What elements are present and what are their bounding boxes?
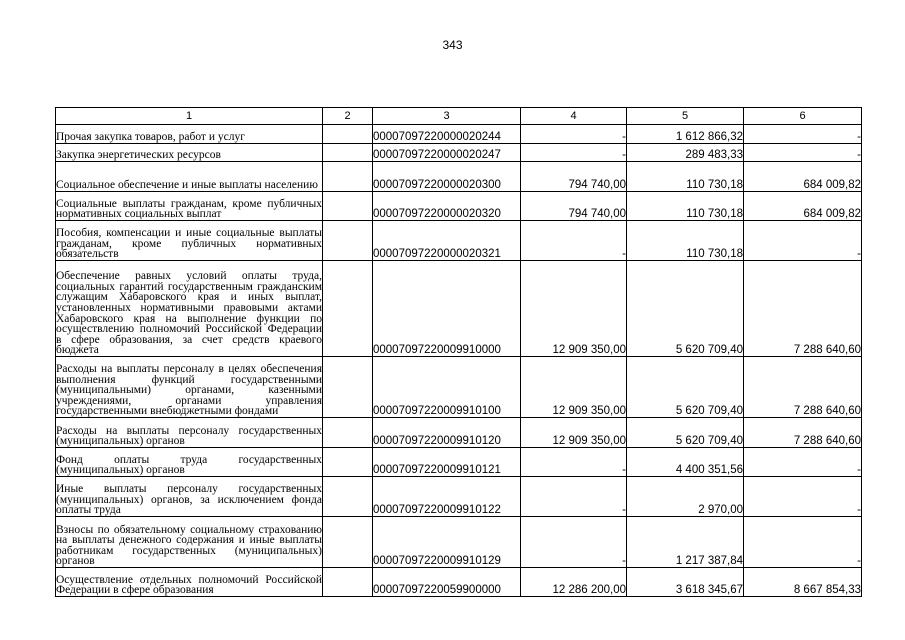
row-col2 <box>323 162 373 192</box>
row-code: 00007097220000020300 <box>373 162 521 192</box>
row-value-6: - <box>744 517 862 568</box>
row-name: Взносы по обязательному социальному страхованию на выплаты денежного содержания и иные выплаты работникам государственных (муниципальных) органов <box>56 517 323 568</box>
row-col2 <box>323 125 373 144</box>
row-code: 00007097220009910000 <box>373 261 521 357</box>
table-row <box>56 448 862 477</box>
row-value-5: 110 730,18 <box>627 192 744 221</box>
table-row <box>56 357 862 418</box>
row-value-6: 7 288 640,60 <box>744 418 862 448</box>
table-row <box>56 144 862 162</box>
row-code: 00007097220009910120 <box>373 418 521 448</box>
header-col-4: 4 <box>521 108 627 125</box>
row-name: Иные выплаты персоналу государственных (муниципальных) органов, за исключением фонда оплаты труда <box>56 477 323 517</box>
row-name: Прочая закупка товаров, работ и услуг <box>56 125 323 144</box>
table-row <box>56 517 862 568</box>
row-col2 <box>323 192 373 221</box>
row-value-6: 8 667 854,33 <box>744 568 862 597</box>
row-value-6: 684 009,82 <box>744 192 862 221</box>
row-value-5: 1 612 866,32 <box>627 125 744 144</box>
row-col2 <box>323 477 373 517</box>
row-col2 <box>323 357 373 418</box>
header-col-3: 3 <box>373 108 521 125</box>
row-value-5: 289 483,33 <box>627 144 744 162</box>
row-name: Пособия, компенсации и иные социальные выплаты гражданам, кроме публичных нормативных обязательств <box>56 221 323 261</box>
row-value-6: 7 288 640,60 <box>744 261 862 357</box>
row-name: Социальное обеспечение и иные выплаты населению <box>56 162 323 192</box>
header-row <box>56 108 862 125</box>
row-value-4: - <box>521 221 627 261</box>
header-col-1: 1 <box>56 108 323 125</box>
table-row <box>56 192 862 221</box>
row-value-5: 1 217 387,84 <box>627 517 744 568</box>
row-code: 00007097220009910100 <box>373 357 521 418</box>
row-value-6: - <box>744 144 862 162</box>
row-value-4: 12 909 350,00 <box>521 357 627 418</box>
row-value-6: - <box>744 448 862 477</box>
row-code: 00007097220059900000 <box>373 568 521 597</box>
row-name: Социальные выплаты гражданам, кроме публичных нормативных социальных выплат <box>56 192 323 221</box>
row-code: 00007097220000020247 <box>373 144 521 162</box>
row-value-5: 5 620 709,40 <box>627 261 744 357</box>
table-row <box>56 568 862 597</box>
row-name: Осуществление отдельных полномочий Российской Федерации в сфере образования <box>56 568 323 597</box>
row-value-5: 3 618 345,67 <box>627 568 744 597</box>
row-code: 00007097220009910122 <box>373 477 521 517</box>
header-col-5: 5 <box>627 108 744 125</box>
row-name: Обеспечение равных условий оплаты труда, социальных гарантий государственным гражданским служащим Хабаровского края и иных выплат, установленных нормативными правовыми актами Хабаровского края на выполнение функции по осуществлению полномочий Российской Федерации в сфере образования, за счет средств краевого бюджета <box>56 261 323 357</box>
row-name: Расходы на выплаты персоналу в целях обеспечения выполнения функций государственными (муниципальными) органами, казенными учреждениями, органами управления государственными внебюджетными фондами <box>56 357 323 418</box>
row-value-5: 2 970,00 <box>627 477 744 517</box>
row-value-4: - <box>521 517 627 568</box>
row-col2 <box>323 568 373 597</box>
row-value-4: - <box>521 477 627 517</box>
row-code: 00007097220000020244 <box>373 125 521 144</box>
row-value-4: - <box>521 144 627 162</box>
row-value-5: 5 620 709,40 <box>627 418 744 448</box>
row-code: 00007097220009910129 <box>373 517 521 568</box>
row-code: 00007097220009910121 <box>373 448 521 477</box>
budget-table <box>55 107 862 597</box>
row-col2 <box>323 448 373 477</box>
row-value-5: 110 730,18 <box>627 162 744 192</box>
table-row <box>56 162 862 192</box>
row-col2 <box>323 517 373 568</box>
row-value-4: 12 286 200,00 <box>521 568 627 597</box>
row-value-4: - <box>521 125 627 144</box>
row-name: Расходы на выплаты персоналу государственных (муниципальных) органов <box>56 418 323 448</box>
row-col2 <box>323 144 373 162</box>
row-code: 00007097220000020320 <box>373 192 521 221</box>
row-value-6: - <box>744 477 862 517</box>
header-col-2: 2 <box>323 108 373 125</box>
row-value-5: 4 400 351,56 <box>627 448 744 477</box>
row-name: Фонд оплаты труда государственных (муниципальных) органов <box>56 448 323 477</box>
table-row <box>56 221 862 261</box>
row-value-6: 684 009,82 <box>744 162 862 192</box>
table-row <box>56 261 862 357</box>
row-value-6: - <box>744 125 862 144</box>
row-value-4: 12 909 350,00 <box>521 261 627 357</box>
row-col2 <box>323 261 373 357</box>
header-col-6: 6 <box>744 108 862 125</box>
row-value-4: 12 909 350,00 <box>521 418 627 448</box>
row-value-6: 7 288 640,60 <box>744 357 862 418</box>
table-row <box>56 125 862 144</box>
row-code: 00007097220000020321 <box>373 221 521 261</box>
table-row <box>56 418 862 448</box>
table-row <box>56 477 862 517</box>
row-col2 <box>323 221 373 261</box>
page-number: 343 <box>442 38 463 52</box>
row-col2 <box>323 418 373 448</box>
row-value-4: - <box>521 448 627 477</box>
row-value-5: 110 730,18 <box>627 221 744 261</box>
row-value-4: 794 740,00 <box>521 192 627 221</box>
row-value-5: 5 620 709,40 <box>627 357 744 418</box>
row-name: Закупка энергетических ресурсов <box>56 144 323 162</box>
row-value-6: - <box>744 221 862 261</box>
row-value-4: 794 740,00 <box>521 162 627 192</box>
